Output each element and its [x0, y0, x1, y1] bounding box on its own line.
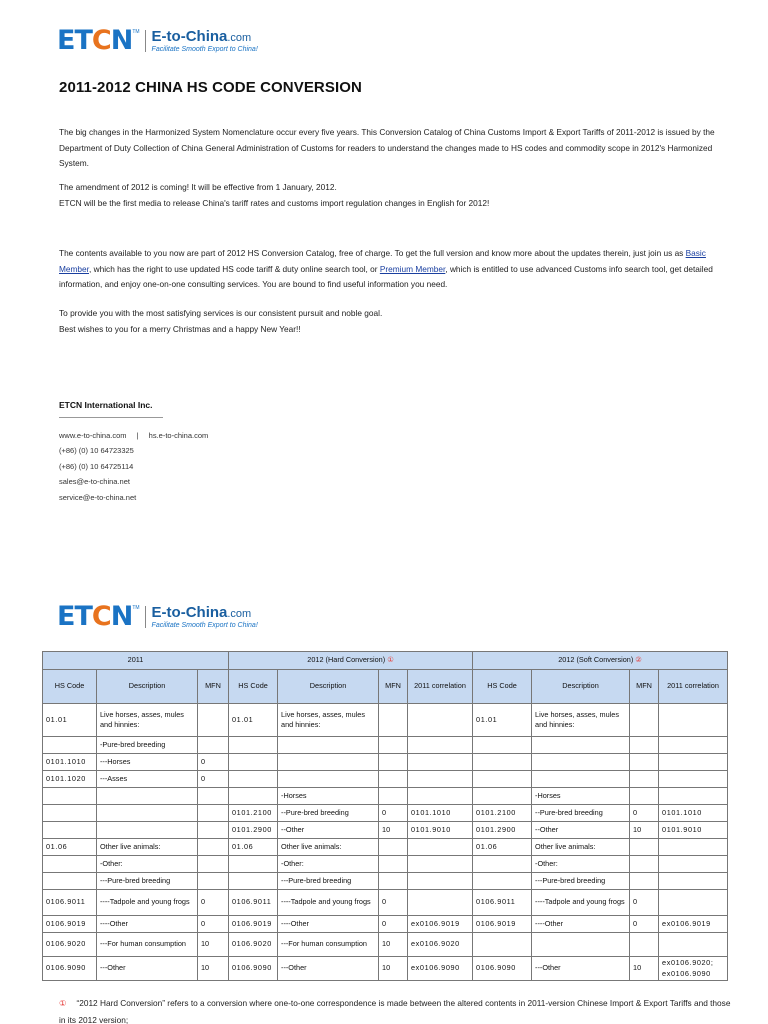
table-cell: ----Tadpole and young frogs	[278, 890, 379, 916]
table-cell	[473, 933, 532, 957]
table-cell	[43, 873, 97, 890]
table-cell: 01.06	[473, 839, 532, 856]
table-cell: 10	[630, 957, 659, 981]
table-cell: ex0106.9019	[659, 916, 728, 933]
table-cell	[408, 771, 473, 788]
table-cell: ---Horses	[97, 754, 198, 771]
table-cell	[473, 856, 532, 873]
col-correlation: 2011 correlation	[659, 670, 728, 704]
table-cell: 01.01	[229, 704, 278, 737]
col-hs-code: HS Code	[473, 670, 532, 704]
table-cell	[43, 788, 97, 805]
table-cell	[659, 754, 728, 771]
table-cell	[630, 771, 659, 788]
table-row	[43, 839, 728, 856]
table-cell: 0101.2900	[229, 822, 278, 839]
table-cell: 0	[198, 771, 229, 788]
table-cell: ex0106.9019	[408, 916, 473, 933]
basic-member-link[interactable]: Basic Member	[59, 248, 706, 274]
footnote-marker-2: ②	[635, 655, 642, 665]
table-cell	[379, 856, 408, 873]
table-cell: Other live animals:	[278, 839, 379, 856]
phone-1: (+86) (0) 10 64723325	[59, 446, 134, 455]
table-cell	[229, 754, 278, 771]
table-cell	[278, 754, 379, 771]
table-cell	[630, 839, 659, 856]
table-cell: 0	[379, 890, 408, 916]
wishes-paragraph: To provide you with the most satisfying services is our consistent pursuit and noble goal. Best wishes to you for a merry Christmas and a happy New Year!!	[59, 308, 383, 334]
table-cell	[379, 704, 408, 737]
membership-paragraph: The contents available to you now are part of 2012 HS Conversion Catalog, free of charge. To get the full version and know more about the updates therein, just join us as Basic Member, which has the right to use updated HS code tariff & duty online search tool, or Premium Member, which is entitled to use advanced Customs info search tool, get detailed information, and enjoy one-on-one consulting services. You are bound to find useful information you need.	[59, 248, 713, 289]
table-cell	[630, 856, 659, 873]
table-cell	[198, 805, 229, 822]
table-cell: -Other:	[278, 856, 379, 873]
table-cell: 0106.9090	[473, 957, 532, 981]
table-cell: Other live animals:	[532, 839, 630, 856]
table-cell	[408, 754, 473, 771]
table-cell: -Other:	[532, 856, 630, 873]
intro-paragraph: The big changes in the Harmonized System Nomenclature occur every five years. This Conversion Catalog of China Customs Import & Export Tariffs of 2011-2012 is issued by the Department of Duty Collection of China General Administration of Customs for readers to understand the changes made to HS codes and commodity scope in 2012's Harmonized System.	[59, 127, 715, 168]
website-link[interactable]: www.e-to-china.com	[59, 431, 127, 440]
table-row	[43, 873, 728, 890]
table-cell: ----Other	[532, 916, 630, 933]
table-row	[43, 957, 728, 981]
table-cell	[408, 873, 473, 890]
table-cell: 0106.9011	[229, 890, 278, 916]
table-cell: -Horses	[278, 788, 379, 805]
table-row	[43, 916, 728, 933]
table-cell	[408, 890, 473, 916]
table-cell: 0101.9010	[659, 822, 728, 839]
col-description: Description	[278, 670, 379, 704]
table-cell	[379, 788, 408, 805]
table-cell	[43, 805, 97, 822]
table-cell	[43, 856, 97, 873]
table-cell: ---For human consumption	[97, 933, 198, 957]
table-row	[43, 890, 728, 916]
table-cell: --Other	[278, 822, 379, 839]
table-cell	[379, 839, 408, 856]
table-cell: 10	[198, 933, 229, 957]
table-cell	[630, 704, 659, 737]
table-cell	[198, 856, 229, 873]
table-cell: ex0106.9020	[408, 933, 473, 957]
table-cell: 0	[379, 916, 408, 933]
table-cell	[630, 933, 659, 957]
group-header-hard: 2012 (Hard Conversion) ①	[229, 652, 473, 670]
table-cell	[198, 873, 229, 890]
table-cell: 01.06	[43, 839, 97, 856]
table-cell: -Horses	[532, 788, 630, 805]
col-description: Description	[97, 670, 198, 704]
logo-tagline: Facilitate Smooth Export to China!	[151, 45, 258, 53]
table-cell	[97, 788, 198, 805]
logo-tagline: Facilitate Smooth Export to China!	[151, 621, 258, 629]
table-cell: ----Tadpole and young frogs	[532, 890, 630, 916]
table-cell: 0106.9019	[229, 916, 278, 933]
logo-mark: ETCN	[57, 25, 133, 56]
table-cell: 0	[198, 916, 229, 933]
col-correlation: 2011 correlation	[408, 670, 473, 704]
table-cell	[630, 788, 659, 805]
table-cell	[229, 737, 278, 754]
table-cell: ---Pure-bred breeding	[97, 873, 198, 890]
table-cell: 10	[198, 957, 229, 981]
table-cell: 0	[379, 805, 408, 822]
table-cell: ----Other	[278, 916, 379, 933]
footnote-marker: ①	[59, 998, 67, 1008]
table-cell: ---For human consumption	[278, 933, 379, 957]
table-cell: ----Tadpole and young frogs	[97, 890, 198, 916]
table-cell: ---Asses	[97, 771, 198, 788]
table-row	[43, 754, 728, 771]
table-cell: Live horses, asses, mules and hinnies:	[97, 704, 198, 737]
table-cell: 0106.9090	[43, 957, 97, 981]
table-cell: ex0106.9020; ex0106.9090	[659, 957, 728, 981]
table-row	[43, 822, 728, 839]
table-cell	[229, 873, 278, 890]
phone-2: (+86) (0) 10 64725114	[59, 462, 134, 471]
table-cell	[43, 737, 97, 754]
table-cell: 0106.9019	[43, 916, 97, 933]
table-cell: 0	[630, 805, 659, 822]
trademark: TM	[132, 29, 140, 35]
table-row	[43, 704, 728, 737]
table-cell	[229, 771, 278, 788]
table-cell	[229, 788, 278, 805]
table-cell	[659, 788, 728, 805]
table-cell: ---Other	[97, 957, 198, 981]
table-cell	[659, 890, 728, 916]
table-cell	[198, 839, 229, 856]
table-cell	[198, 822, 229, 839]
table-cell	[630, 873, 659, 890]
group-header-2011: 2011	[43, 652, 229, 670]
premium-member-link[interactable]: Premium Member	[379, 263, 446, 274]
table-cell: 0106.9019	[473, 916, 532, 933]
table-cell	[532, 737, 630, 754]
col-mfn: MFN	[379, 670, 408, 704]
col-hs-code: HS Code	[229, 670, 278, 704]
table-cell	[532, 933, 630, 957]
table-cell: 0101.1020	[43, 771, 97, 788]
table-cell	[408, 856, 473, 873]
table-cell: 0101.2900	[473, 822, 532, 839]
table-cell: 0106.9090	[229, 957, 278, 981]
table-cell: 10	[630, 822, 659, 839]
table-cell	[198, 788, 229, 805]
table-cell: 0101.2100	[229, 805, 278, 822]
table-cell: 0	[198, 754, 229, 771]
table-cell	[408, 737, 473, 754]
table-cell	[473, 771, 532, 788]
table-cell: -Other:	[97, 856, 198, 873]
table-cell	[473, 754, 532, 771]
table-cell	[43, 822, 97, 839]
table-cell: 0	[630, 916, 659, 933]
logo-mark: ETCN	[57, 601, 133, 632]
col-mfn: MFN	[630, 670, 659, 704]
table-cell	[97, 822, 198, 839]
footnote: ① “2012 Hard Conversion” refers to a conversion where one-to-one correspondence is made between the altered contents in 2011-version Chinese Import & Export Tariffs and those in its 2012 version;	[59, 998, 731, 1024]
logo-divider	[145, 606, 146, 628]
service-email[interactable]: service@e-to-china.net	[59, 493, 137, 502]
table-cell: --Other	[532, 822, 630, 839]
table-cell	[659, 839, 728, 856]
table-cell: --Pure-bred breeding	[278, 805, 379, 822]
table-cell: 01.01	[43, 704, 97, 737]
table-body	[43, 704, 728, 981]
table-row	[43, 737, 728, 754]
table-cell: Other live animals:	[97, 839, 198, 856]
table-cell	[532, 771, 630, 788]
table-row	[43, 805, 728, 822]
table-cell	[198, 704, 229, 737]
table-row	[43, 771, 728, 788]
table-cell	[473, 788, 532, 805]
sales-email[interactable]: sales@e-to-china.net	[59, 477, 130, 486]
table-cell	[379, 737, 408, 754]
table-row	[43, 933, 728, 957]
table-cell: 0101.1010	[43, 754, 97, 771]
col-hs-code: HS Code	[43, 670, 97, 704]
etcn-logo-secondary[interactable]	[57, 603, 258, 630]
footnote-marker-1: ①	[387, 655, 394, 665]
table-row	[43, 856, 728, 873]
table-cell	[473, 873, 532, 890]
table-cell	[659, 737, 728, 754]
table-cell: 01.01	[473, 704, 532, 737]
table-cell	[408, 839, 473, 856]
logo-name: E-to-China.com	[151, 603, 252, 621]
table-cell	[659, 856, 728, 873]
table-cell: 0101.1010	[408, 805, 473, 822]
table-cell	[379, 754, 408, 771]
table-cell	[278, 737, 379, 754]
table-cell	[532, 754, 630, 771]
table-cell: 0106.9011	[43, 890, 97, 916]
table-cell	[473, 737, 532, 754]
table-cell: 0106.9020	[229, 933, 278, 957]
logo-divider	[145, 30, 146, 52]
table-cell: ---Other	[278, 957, 379, 981]
table-cell: Live horses, asses, mules and hinnies:	[278, 704, 379, 737]
table-cell	[408, 704, 473, 737]
table-cell: 10	[379, 933, 408, 957]
table-cell	[630, 754, 659, 771]
table-cell: 0101.2100	[473, 805, 532, 822]
table-cell	[659, 704, 728, 737]
table-cell: ex0106.9090	[408, 957, 473, 981]
table-cell: 0106.9011	[473, 890, 532, 916]
table-row	[43, 788, 728, 805]
table-cell: 0106.9020	[43, 933, 97, 957]
table-cell: 0101.9010	[408, 822, 473, 839]
table-cell: Live horses, asses, mules and hinnies:	[532, 704, 630, 737]
table-cell: -Pure-bred breeding	[97, 737, 198, 754]
table-cell	[659, 771, 728, 788]
col-description: Description	[532, 670, 630, 704]
etcn-logo[interactable]	[57, 27, 258, 54]
table-cell: --Pure-bred breeding	[532, 805, 630, 822]
table-cell	[97, 805, 198, 822]
table-cell: 10	[379, 822, 408, 839]
table-cell	[278, 771, 379, 788]
table-cell: 10	[379, 957, 408, 981]
company-divider	[59, 417, 163, 418]
website-links: www.e-to-china.com | hs.e-to-china.com	[59, 431, 209, 440]
table-cell: 01.06	[229, 839, 278, 856]
group-header-soft: 2012 (Soft Conversion) ②	[473, 652, 728, 670]
hs-website-link[interactable]: hs.e-to-china.com	[148, 431, 209, 440]
table-cell	[659, 933, 728, 957]
table-cell: 0	[630, 890, 659, 916]
company-name: ETCN International Inc.	[59, 400, 153, 410]
table-cell	[659, 873, 728, 890]
table-cell: ----Other	[97, 916, 198, 933]
col-mfn: MFN	[198, 670, 229, 704]
table-cell	[229, 856, 278, 873]
logo-name: E-to-China.com	[151, 27, 252, 45]
table-cell	[630, 737, 659, 754]
trademark: TM	[132, 605, 140, 611]
hs-conversion-table	[42, 651, 728, 981]
table-cell: ---Pure-bred breeding	[532, 873, 630, 890]
amendment-paragraph: The amendment of 2012 is coming! It will be effective from 1 January, 2012. ETCN will be the first media to release China's tariff rates and customs import regulation changes in English for 2012!	[59, 182, 490, 208]
table-cell	[379, 771, 408, 788]
table-cell: ---Pure-bred breeding	[278, 873, 379, 890]
table-cell	[408, 788, 473, 805]
table-cell	[198, 737, 229, 754]
table-cell: ---Other	[532, 957, 630, 981]
table-cell	[379, 873, 408, 890]
table-cell: 0101.1010	[659, 805, 728, 822]
page-title: 2011-2012 CHINA HS CODE CONVERSION	[59, 79, 362, 96]
table-cell: 0	[198, 890, 229, 916]
